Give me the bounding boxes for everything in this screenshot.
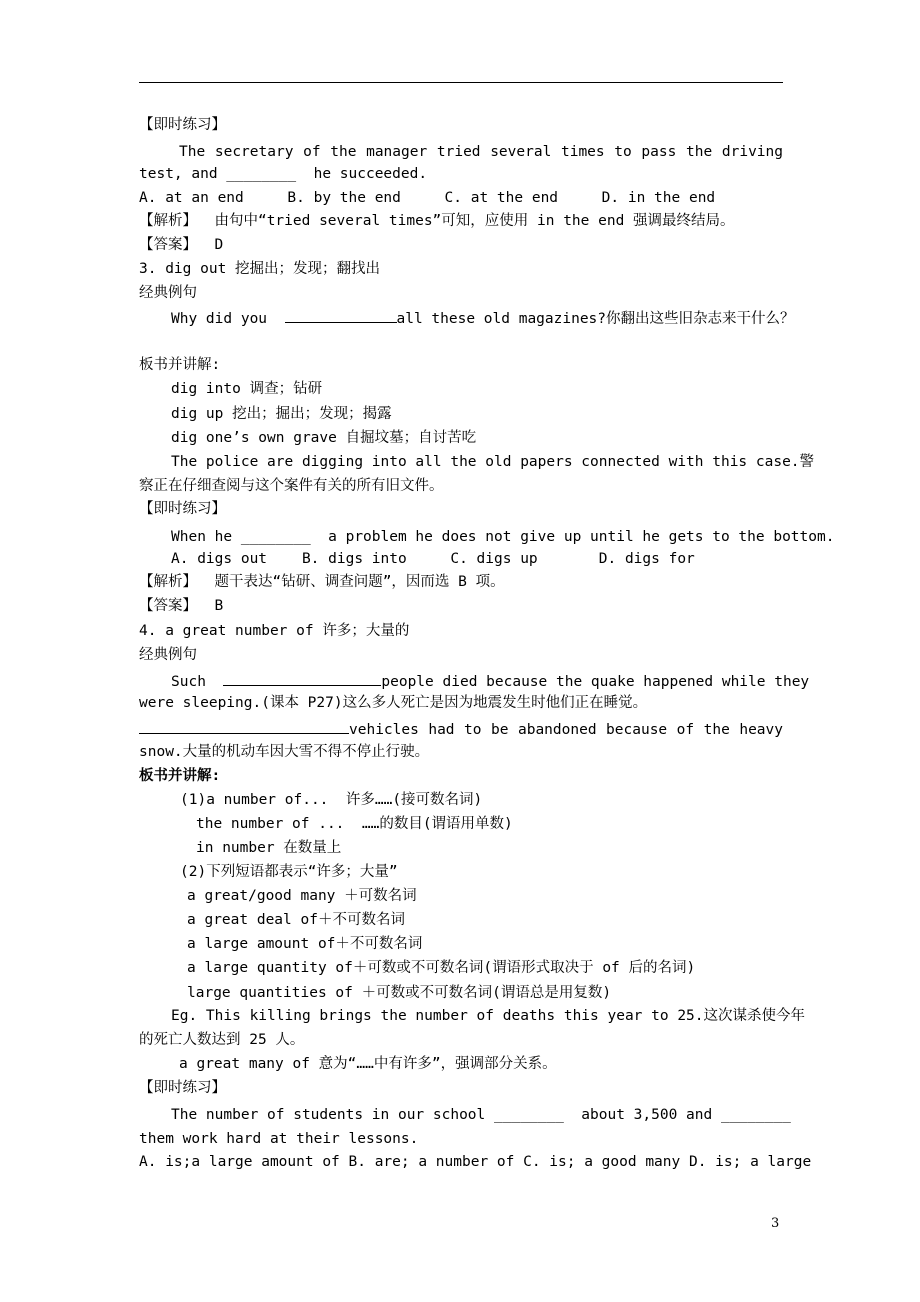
text-line: 【解析】 由句中“tried several times”可知，应使用 in the end 强调最终结局。 xyxy=(139,213,735,229)
text-line: 3. dig out 挖掘出；发现；翻找出 xyxy=(139,261,381,277)
text-line: 板书并讲解: xyxy=(139,768,221,784)
text-line: 【答案】 B xyxy=(139,598,224,614)
text-line: them work hard at their lessons. xyxy=(139,1131,419,1147)
text-line: 【即时练习】 xyxy=(139,501,226,517)
text-line: were sleeping.(课本 P27)这么多人死亡是因为地震发生时他们正在睡觉。 xyxy=(139,695,648,711)
text-line: A. at an end B. by the end C. at the end D. in the end xyxy=(139,190,716,206)
text-line: A. digs out B. digs into C. digs up D. digs for xyxy=(171,551,695,567)
text-line: The number of students in our school ________ about 3,500 and ________ xyxy=(171,1107,791,1123)
text-line: (1)a number of... 许多……(接可数名词) xyxy=(180,792,483,808)
fill-in-blank[interactable] xyxy=(223,670,381,686)
text-line xyxy=(171,670,810,692)
text-line xyxy=(139,718,783,740)
text-line: a great/good many ＋可数名词 xyxy=(187,888,417,904)
text-line: dig one’s own grave 自掘坟墓；自讨苦吃 xyxy=(171,430,477,446)
text-line: the number of ... ……的数目(谓语用单数) xyxy=(196,816,513,832)
line-text-before: Such xyxy=(171,674,224,690)
page-number: 3 xyxy=(771,1216,780,1231)
text-line: a large quantity of＋可数或不可数名词(谓语形式取决于 of 后的名词) xyxy=(187,960,696,976)
line-text-after: vehicles had to be abandoned because of the heavy xyxy=(349,722,783,738)
text-line: 【答案】 D xyxy=(139,237,224,253)
text-line: 的死亡人数达到 25 人。 xyxy=(139,1032,305,1048)
fill-in-blank[interactable] xyxy=(285,307,397,323)
text-line: 【即时练习】 xyxy=(139,117,226,133)
text-line: A. is;a large amount of B. are; a number of C. is; a good many D. is; a large xyxy=(139,1154,812,1170)
fill-in-blank[interactable] xyxy=(139,718,349,734)
text-line: test, and ________ he succeeded. xyxy=(139,166,428,182)
text-line: 经典例句 xyxy=(139,647,197,663)
text-line: in number 在数量上 xyxy=(196,840,342,856)
text-line: dig up 挖出；掘出；发现；揭露 xyxy=(171,406,392,422)
text-line: The secretary of the manager tried several times to pass the driving xyxy=(179,144,783,160)
text-line: 4. a great number of 许多；大量的 xyxy=(139,623,410,639)
text-line xyxy=(171,307,795,329)
text-line: Eg. This killing brings the number of deaths this year to 25.这次谋杀使今年 xyxy=(171,1008,806,1024)
text-line: 察正在仔细查阅与这个案件有关的所有旧文件。 xyxy=(139,478,444,494)
line-text-after: all these old magazines?你翻出这些旧杂志来干什么？ xyxy=(396,311,795,327)
text-line: a great deal of＋不可数名词 xyxy=(187,912,405,928)
text-line: (2)下列短语都表示“许多；大量” xyxy=(180,864,398,880)
text-line: a great many of 意为“……中有许多”，强调部分关系。 xyxy=(179,1056,557,1072)
text-line: large quantities of ＋可数或不可数名词(谓语总是用复数) xyxy=(187,985,612,1001)
text-line: When he ________ a problem he does not give up until he gets to the bottom. xyxy=(171,529,835,545)
text-line: 板书并讲解: xyxy=(139,357,221,373)
text-line: 【解析】 题干表达“钻研、调查问题”，因而选 B 项。 xyxy=(139,574,505,590)
line-text-before: Why did you xyxy=(171,311,285,327)
line-text-after: people died because the quake happened while they xyxy=(381,674,810,690)
text-line: 【即时练习】 xyxy=(139,1080,226,1096)
text-line: 经典例句 xyxy=(139,285,197,301)
text-line: dig into 调查；钻研 xyxy=(171,381,323,397)
text-line: snow.大量的机动车因大雪不得不停止行驶。 xyxy=(139,744,430,760)
header-rule xyxy=(139,82,783,83)
text-line: a large amount of＋不可数名词 xyxy=(187,936,423,952)
text-line: The police are digging into all the old papers connected with this case.警 xyxy=(171,454,815,470)
